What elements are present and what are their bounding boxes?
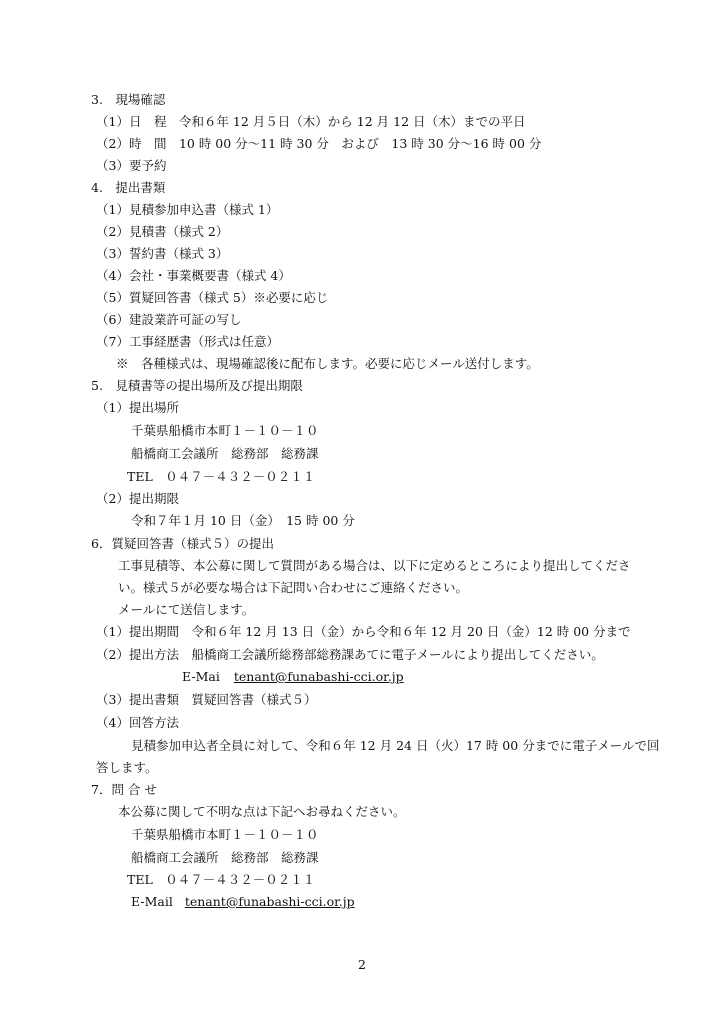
s7-intro: 本公募に関して不明な点は下記へお尋ねください。 [118, 804, 406, 819]
s6-paragraph-line-3: メールにて送信します。 [118, 602, 255, 617]
s4-item-7: （7）工事経歴書（形式は任意） [96, 334, 279, 349]
s6-email-link[interactable]: tenant@funabashi-cci.or.jp [233, 669, 404, 684]
s5-org: 船橋商工会議所 総務部 総務課 [131, 446, 319, 461]
s5-tel: TEL ０４７－４３２－０２１１ [127, 469, 316, 484]
s5-place-label: （1）提出場所 [96, 400, 179, 415]
s7-address: 千葉県船橋市本町１－１０－１０ [131, 827, 319, 842]
s4-note: ※ 各種様式は、現場確認後に配布します。必要に応じメール送付します。 [116, 356, 539, 371]
s4-item-5: （5）質疑回答書（様式 5）※必要に応じ [96, 290, 329, 305]
s3-item-schedule: （1）日 程 令和６年 12 月５日（木）から 12 月 12 日（木）までの平日 [96, 114, 526, 129]
s6-method: （2）提出方法 船橋商工会議所総務部総務課あてに電子メールにより提出してください。 [96, 647, 604, 662]
section-7-heading: 7．問 合 せ [91, 782, 157, 797]
s6-paragraph-line-2: い。様式５が必要な場合は下記問い合わせにご連絡ください。 [118, 580, 469, 595]
s6-paragraph-line-1: 工事見積等、本公募に関して質問がある場合は、以下に定めるところにより提出してくださ [118, 558, 631, 573]
s3-item-reservation: （3）要予約 [96, 158, 167, 173]
s7-email-line [131, 894, 355, 910]
section-6-heading: 6．質疑回答書（様式５）の提出 [91, 536, 274, 551]
s4-item-1: （1）見積参加申込書（様式 1） [96, 202, 279, 217]
s5-deadline-label: （2）提出期限 [96, 491, 179, 506]
s4-item-2: （2）見積書（様式 2） [96, 224, 229, 239]
s6-doc-type: （3）提出書類 質疑回答書（様式５） [96, 692, 317, 707]
s6-answer-line-1: 見積参加申込者全員に対して、令和６年 12 月 24 日（火）17 時 00 分までに電子メールで回 [131, 738, 660, 753]
s4-item-6: （6）建設業許可証の写し [96, 312, 242, 327]
s5-address: 千葉県船橋市本町１－１０－１０ [131, 423, 319, 438]
page-number: 2 [358, 957, 366, 972]
s4-item-3: （3）誓約書（様式 3） [96, 246, 229, 261]
s7-email-label: E-Mail [131, 894, 173, 909]
s7-org: 船橋商工会議所 総務部 総務課 [131, 850, 319, 865]
s6-answer-label: （4）回答方法 [96, 715, 179, 730]
s6-email-line [182, 669, 404, 685]
section-3-heading: 3. 現場確認 [91, 92, 166, 107]
s6-email-label: E-Mai [182, 669, 220, 684]
s6-answer-line-2: 答します。 [96, 760, 158, 775]
s6-period: （1）提出期間 令和６年 12 月 13 日（金）から令和６年 12 月 20 日（金）12 時 00 分まで [96, 624, 631, 639]
s4-item-4: （4）会社・事業概要書（様式 4） [96, 268, 291, 283]
s7-tel: TEL ０４７－４３２－０２１１ [127, 872, 316, 887]
s7-email-link[interactable]: tenant@funabashi-cci.or.jp [184, 894, 355, 909]
section-4-heading: 4. 提出書類 [91, 180, 166, 195]
section-5-heading: 5. 見積書等の提出場所及び提出期限 [91, 378, 303, 393]
s5-deadline: 令和７年１月 10 日（金） 15 時 00 分 [131, 513, 355, 528]
s3-item-time: （2）時 間 10 時 00 分～11 時 30 分 および 13 時 30 分～16 時 00 分 [96, 136, 542, 151]
